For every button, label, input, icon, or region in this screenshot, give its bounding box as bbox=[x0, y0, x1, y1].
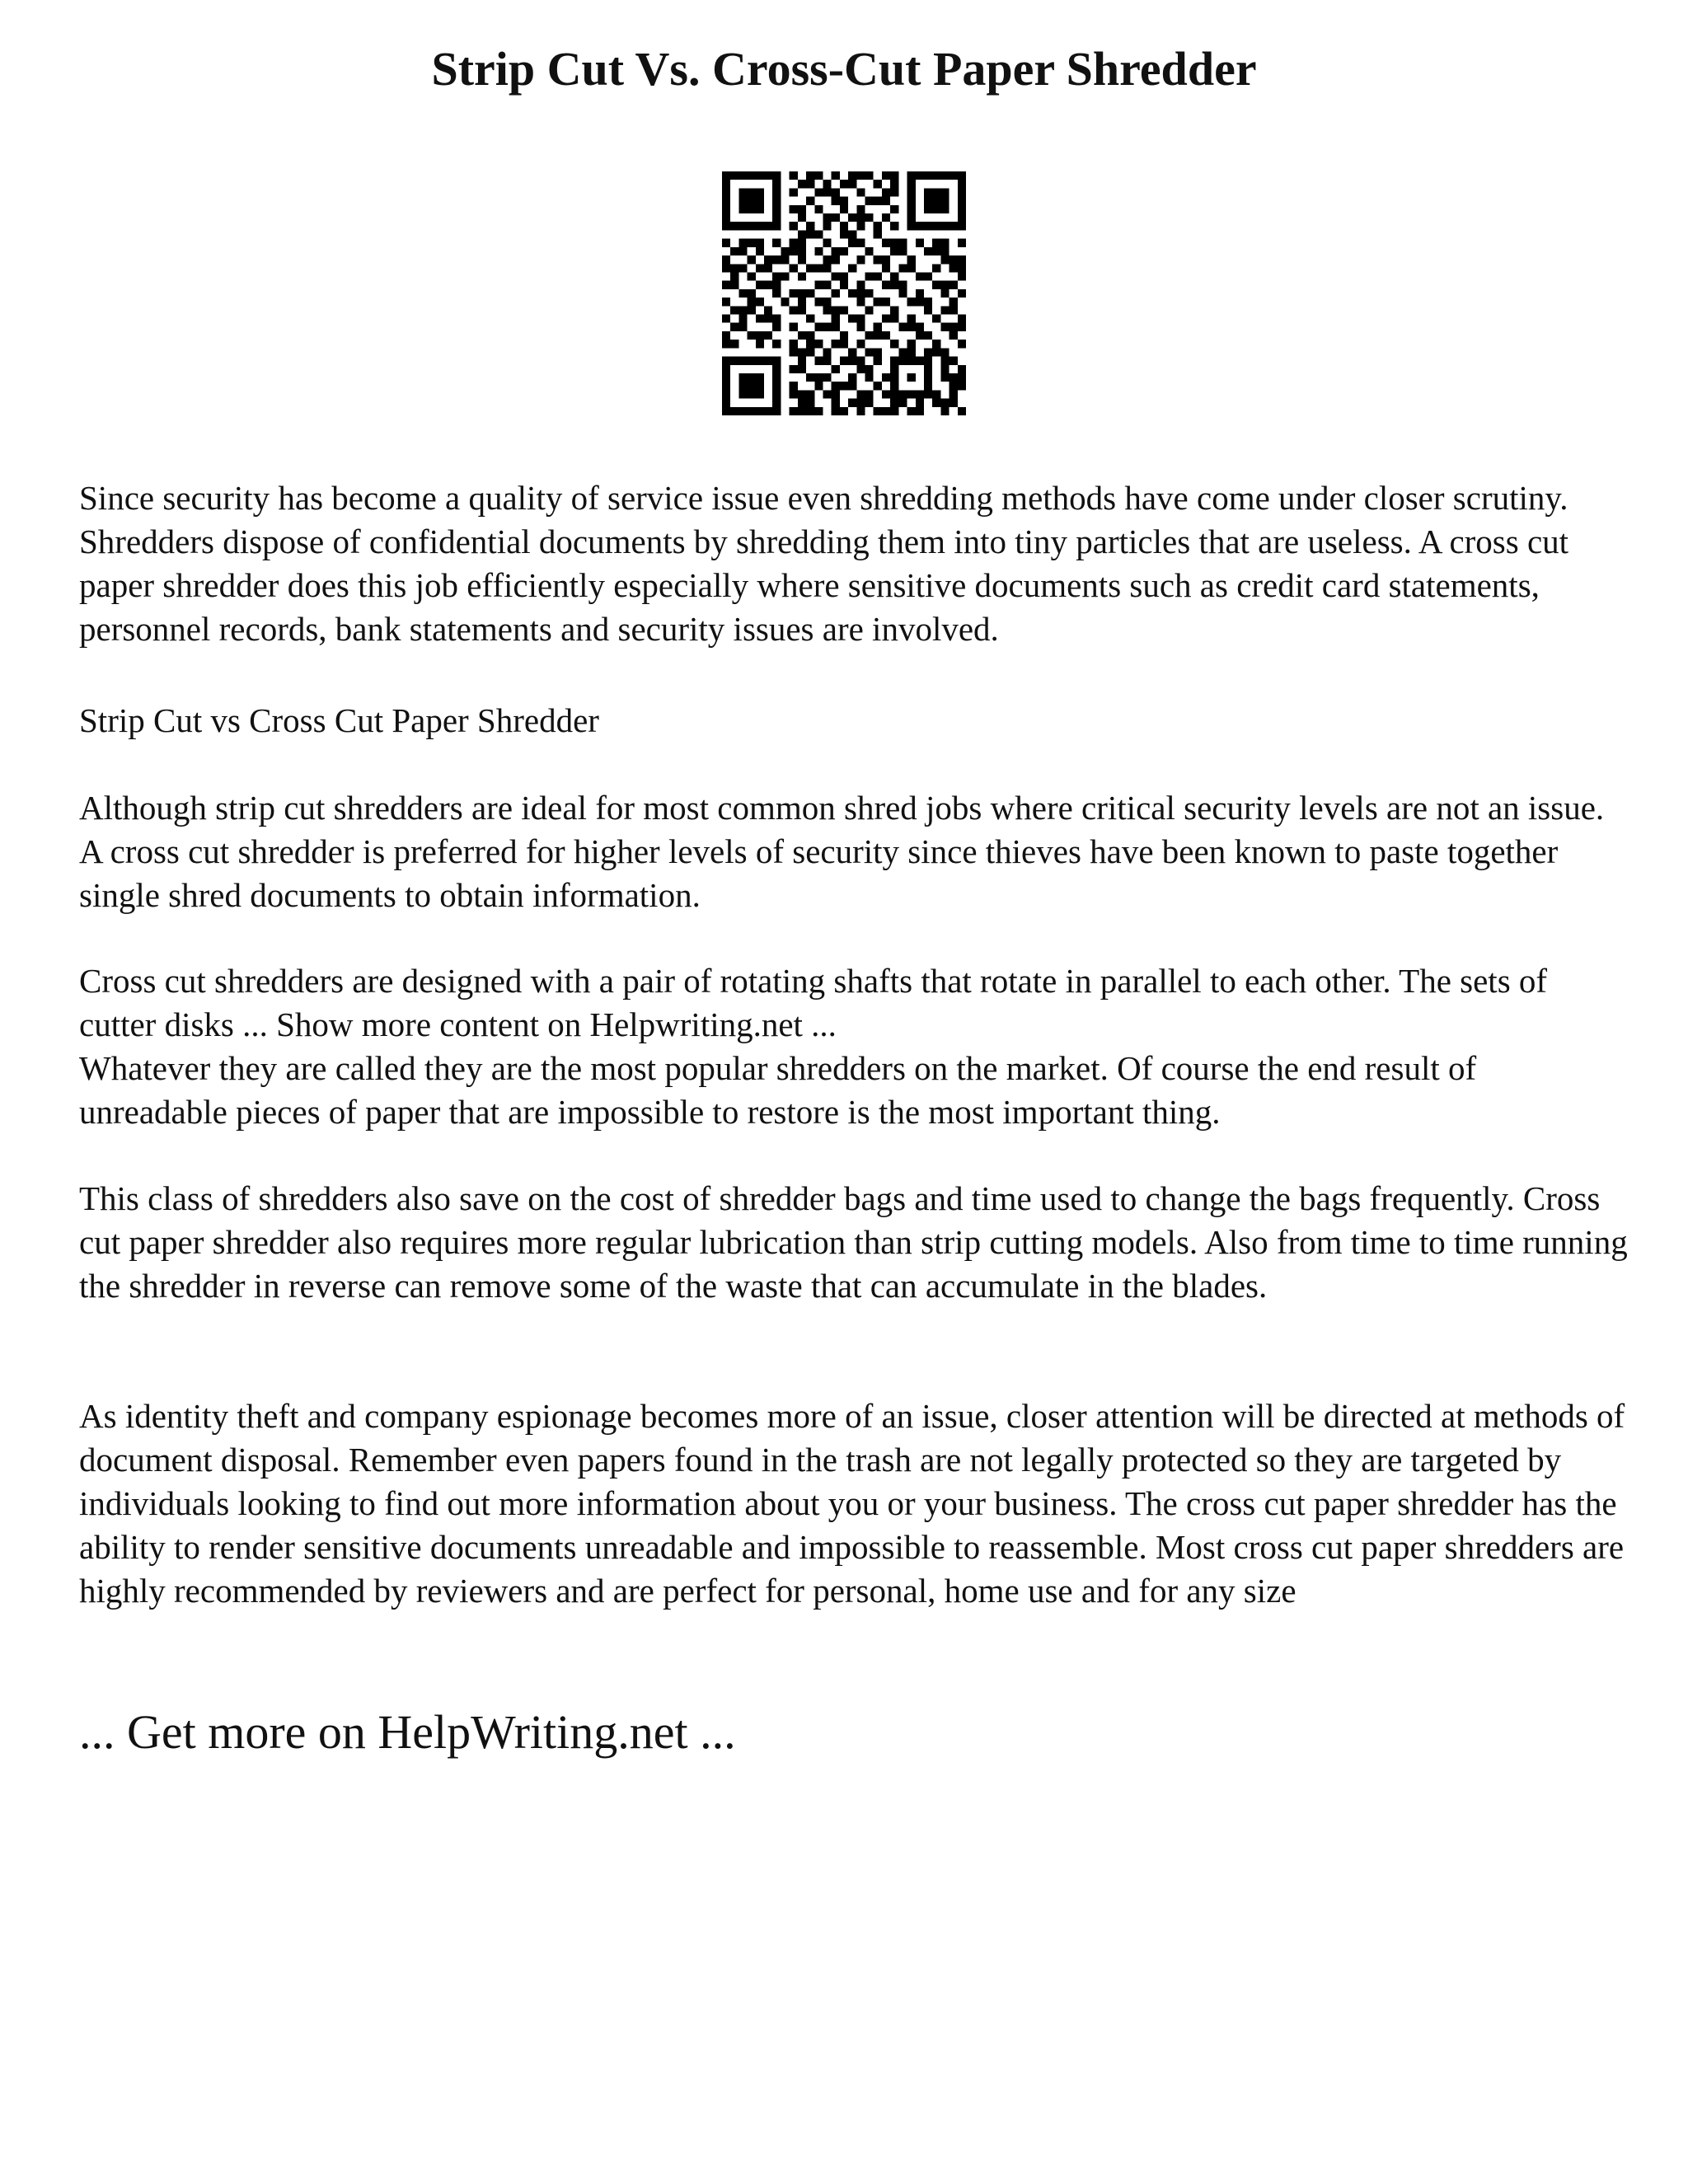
paragraph-cross-cut-design: Cross cut shredders are designed with a pair of rotating shafts that rotate in parallel to each other. The sets of cutter disks ... Show more content on Helpwriting.net ... bbox=[79, 962, 1548, 1043]
paragraph-subheading: Strip Cut vs Cross Cut Paper Shredder bbox=[79, 701, 599, 739]
paragraph-identity-theft: As identity theft and company espionage becomes more of an issue, closer attention will be directed at methods of document disposal. Remember even papers found in the trash are not legally protected so they are targeted by individuals looking to find out more information about you or your business. The cross cut paper shredder has the ability to render sensitive documents unreadable and impossible to reassemble. Most cross cut paper shredders are highly recommended by reviewers and are perfect for personal, home use and for any size bbox=[79, 1397, 1625, 1610]
get-more-link[interactable]: ... Get more on HelpWriting.net ... bbox=[79, 1705, 736, 1759]
qr-code-icon bbox=[722, 171, 966, 415]
paragraph-intro: Since security has become a quality of service issue even shredding methods have come under closer scrutiny. Shredders dispose of confidential documents by shredding them into tiny particles that are useless. A cross cut paper shredder does this job efficiently especially where sensitive documents such as credit card statements, personnel records, bank statements and security issues are involved. bbox=[79, 479, 1569, 648]
paragraph-popular-shredders: Whatever they are called they are the most popular shredders on the market. Of course the end result of unreadable pieces of paper that are impossible to restore is the most important thing. bbox=[79, 1049, 1477, 1131]
document-title: Strip Cut Vs. Cross-Cut Paper Shredder bbox=[431, 42, 1257, 96]
paragraph-strip-vs-cross: Although strip cut shredders are ideal for most common shred jobs where critical security levels are not an issue. A cross cut shredder is preferred for higher levels of security since thieves have been known to paste together single shred documents to obtain information. bbox=[79, 789, 1605, 914]
paragraph-shredder-bags: This class of shredders also save on the cost of shredder bags and time used to change the bags frequently. Cross cut paper shredder also requires more regular lubrication than strip cutting models. Also from time to time running the shredder in reverse can remove some of the waste that can accumulate in the blades. bbox=[79, 1179, 1628, 1305]
